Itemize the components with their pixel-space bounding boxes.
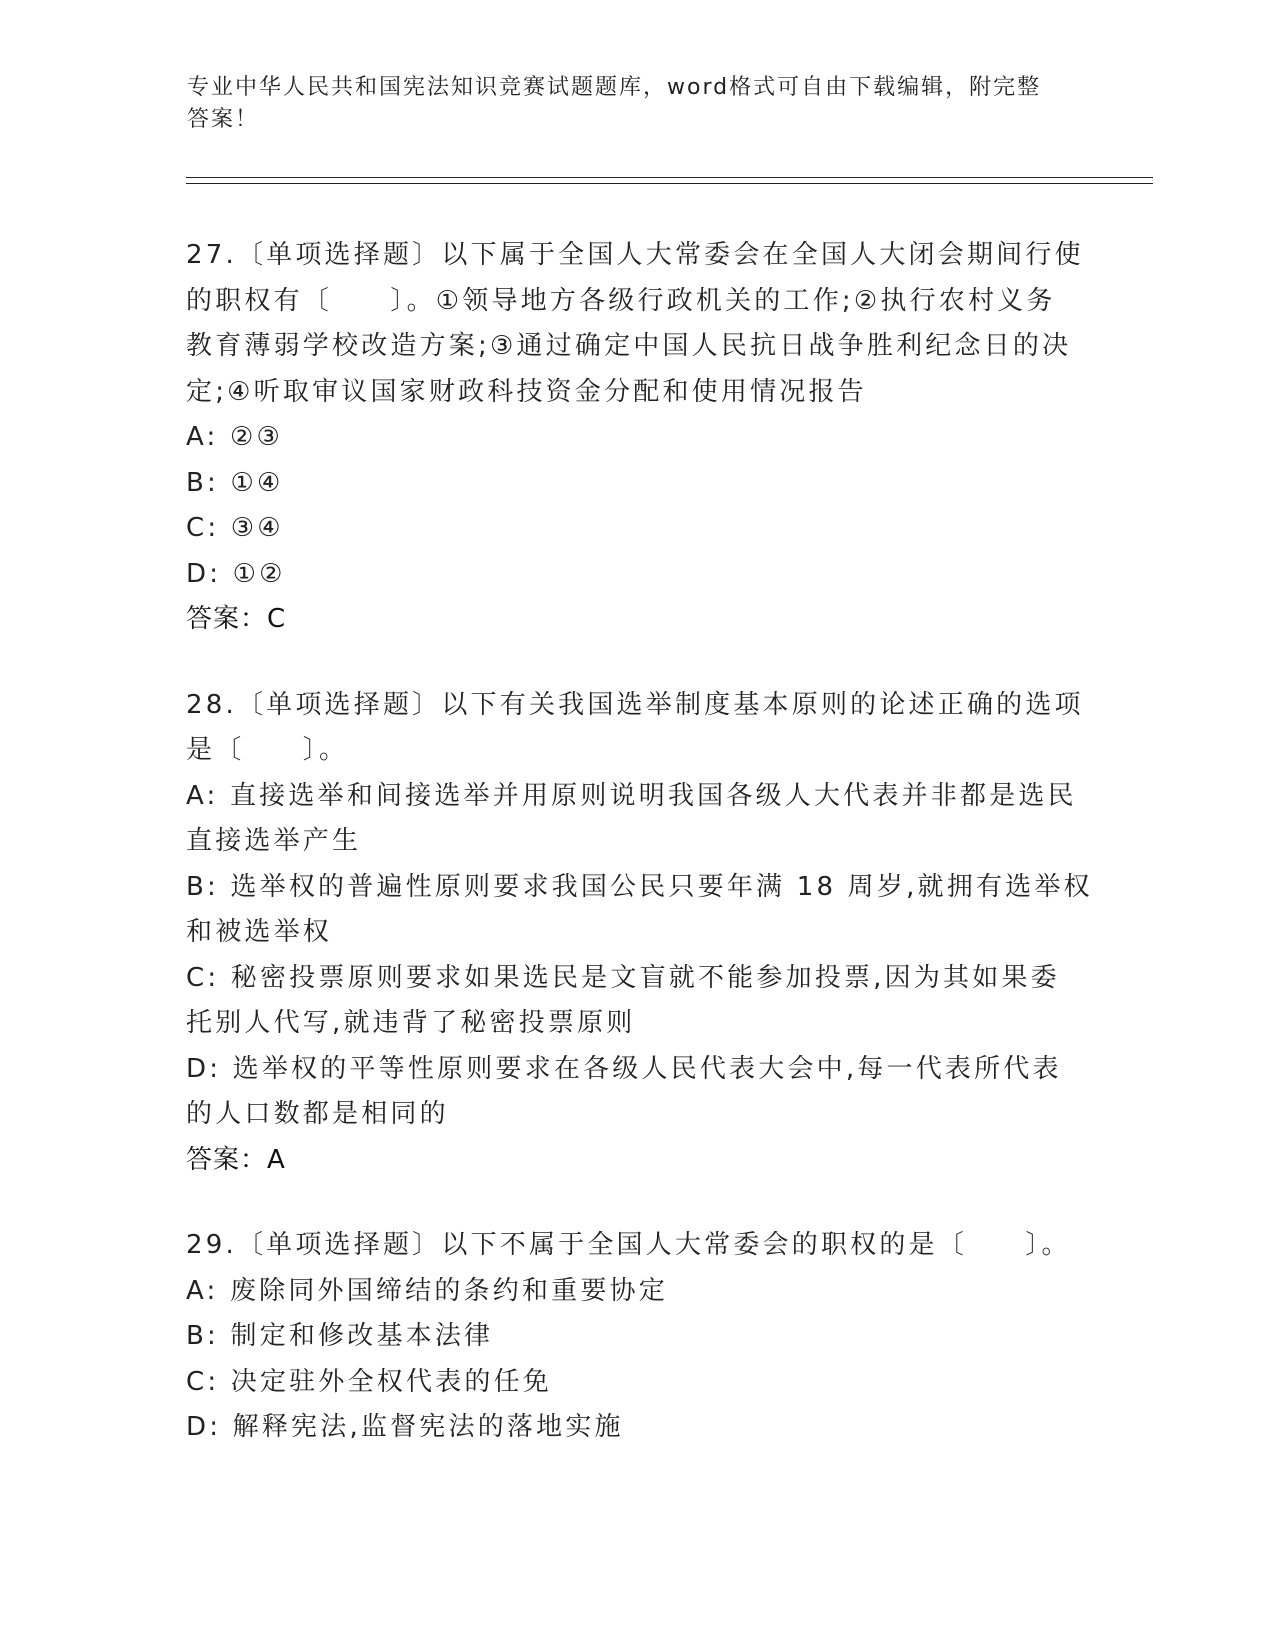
- question-stem-line: 定;④听取审议国家财政科技资金分配和使用情况报告: [186, 376, 867, 407]
- option-a: A: 废除同外国缔结的条约和重要协定: [186, 1275, 668, 1306]
- header-divider-top: [186, 177, 1153, 178]
- question-stem-line: 28.〔单项选择题〕以下有关我国选举制度基本原则的论述正确的选项: [186, 689, 1084, 720]
- option-a: A: ②③: [186, 422, 283, 452]
- option-b: B: 制定和修改基本法律: [186, 1321, 494, 1351]
- question-list: [186, 233, 1093, 1491]
- header-line-2: 答案！: [187, 107, 260, 132]
- question-stem-line: 29.〔单项选择题〕以下不属于全国人大常委会的职权的是〔 〕。: [186, 1230, 1071, 1260]
- option-c: C: 秘密投票原则要求如果选民是文盲就不能参加投票,因为其如果委: [186, 962, 1060, 993]
- option-a-continued: 直接选举产生: [186, 826, 362, 856]
- option-d: D: 选举权的平等性原则要求在各级人民代表大会中,每一代表所代表: [186, 1053, 1062, 1084]
- document-header: [187, 72, 1067, 136]
- option-d-continued: 的人口数都是相同的: [186, 1099, 449, 1129]
- question-29: [186, 1223, 1086, 1451]
- question-27: [186, 233, 1086, 643]
- option-d: D: 解释宪法,监督宪法的落地实施: [186, 1412, 624, 1442]
- option-a: A: 直接选举和间接选举并用原则说明我国各级人大代表并非都是选民: [186, 780, 1077, 811]
- option-c-continued: 托别人代写,就违背了秘密投票原则: [186, 1008, 636, 1038]
- question-stem-line: 27.〔单项选择题〕以下属于全国人大常委会在全国人大闭会期间行使: [186, 240, 1084, 270]
- answer-label: 答案：A: [186, 1144, 286, 1175]
- header-line-1: 专业中华人民共和国宪法知识竞赛试题题库，word格式可自由下载编辑，附完整: [187, 75, 1042, 100]
- question-stem-line: 教育薄弱学校改造方案;③通过确定中国人民抗日战争胜利纪念日的决: [186, 331, 1072, 361]
- option-c: C: ③④: [186, 513, 284, 543]
- option-d: D: ①②: [186, 558, 286, 589]
- option-b: B: 选举权的普遍性原则要求我国公民只要年满 18 周岁,就拥有选举权: [186, 871, 1093, 902]
- option-c: C: 决定驻外全权代表的任免: [186, 1366, 552, 1397]
- question-stem-line: 是〔 〕。: [186, 735, 349, 765]
- answer-label: 答案：C: [186, 604, 287, 634]
- option-b-continued: 和被选举权: [186, 917, 333, 947]
- option-b: B: ①④: [186, 467, 284, 498]
- header-divider-bottom: [186, 183, 1153, 184]
- question-28: [186, 683, 1093, 1184]
- question-stem-line: 的职权有〔 〕。①领导地方各级行政机关的工作;②执行农村义务: [186, 285, 1056, 316]
